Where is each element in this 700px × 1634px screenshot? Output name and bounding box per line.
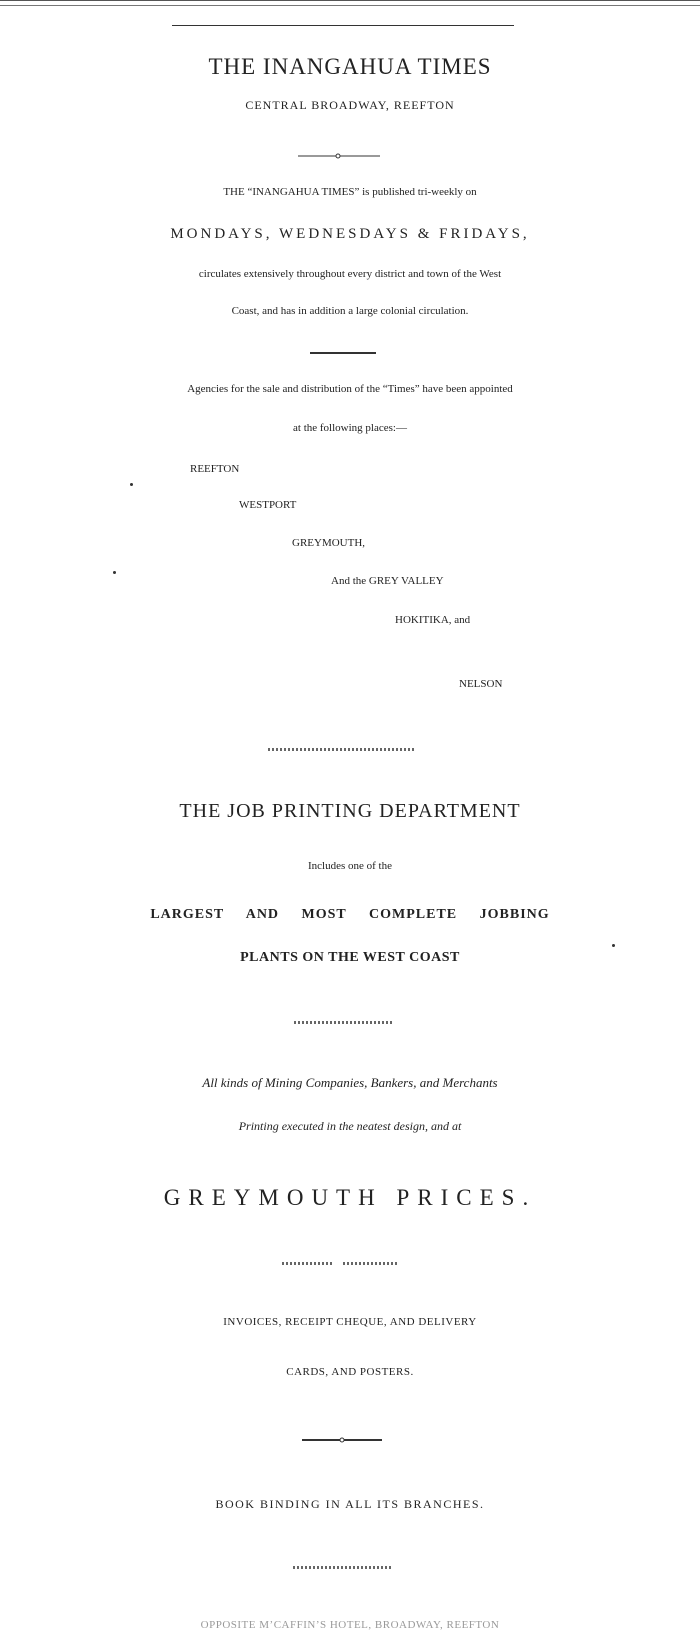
job-printing-includes: Includes one of the <box>308 860 392 872</box>
job-printing-heading: THE JOB PRINTING DEPARTMENT <box>179 800 521 822</box>
job-printing-largest: LARGEST AND MOST COMPLETE JOBBING <box>150 907 550 922</box>
publication-days: MONDAYS, WEDNESDAYS & FRIDAYS, <box>170 226 530 242</box>
ink-speck <box>113 571 116 574</box>
agency-place: HOKITIKA, and <box>395 614 471 626</box>
publication-line-1: THE “INANGAHUA TIMES” is published tri-weekly on <box>223 186 477 198</box>
top-border <box>0 0 700 6</box>
book-binding: BOOK BINDING IN ALL ITS BRANCHES. <box>215 1497 485 1511</box>
agency-place: REEFTON <box>190 463 240 475</box>
section-rule <box>310 352 376 354</box>
agency-place: WESTPORT <box>239 499 297 511</box>
ink-speck <box>130 483 133 486</box>
masthead-title: THE INANGAHUA TIMES <box>208 54 492 79</box>
agency-place: NELSON <box>459 678 503 690</box>
wavy-divider <box>343 1262 397 1265</box>
agency-place: GREYMOUTH, <box>292 537 366 549</box>
agency-place: And the GREY VALLEY <box>331 575 444 587</box>
mining-line-2: Printing executed in the neatest design, and at <box>238 1119 462 1133</box>
greymouth-prices: GREYMOUTH PRICES. <box>163 1185 537 1210</box>
masthead-address: CENTRAL BROADWAY, REEFTON <box>245 98 455 112</box>
mining-line-1: All kinds of Mining Companies, Bankers, and Merchants <box>202 1075 498 1090</box>
publication-line-3: circulates extensively throughout every district and town of the West <box>198 268 502 280</box>
agencies-intro-2: at the following places:— <box>293 422 407 434</box>
wavy-divider <box>282 1262 334 1265</box>
wavy-divider <box>293 1566 393 1569</box>
ornament-divider <box>302 1437 382 1443</box>
publication-line-4: Coast, and has in addition a large colonial circulation. <box>231 305 469 317</box>
wavy-divider <box>294 1021 392 1024</box>
ink-speck <box>612 944 615 947</box>
ornament-divider <box>298 153 380 159</box>
job-printing-plants: PLANTS ON THE WEST COAST <box>240 950 460 965</box>
footer-address: OPPOSITE M’CAFFIN’S HOTEL, BROADWAY, REEFTON <box>200 1619 500 1631</box>
cards-line-1: INVOICES, RECEIPT CHEQUE, AND DELIVERY <box>223 1316 477 1328</box>
agencies-intro-1: Agencies for the sale and distribution of the “Times” have been appointed <box>187 383 513 395</box>
wavy-divider <box>268 748 416 751</box>
cards-line-2: CARDS, AND POSTERS. <box>286 1366 414 1378</box>
header-rule <box>172 25 514 26</box>
